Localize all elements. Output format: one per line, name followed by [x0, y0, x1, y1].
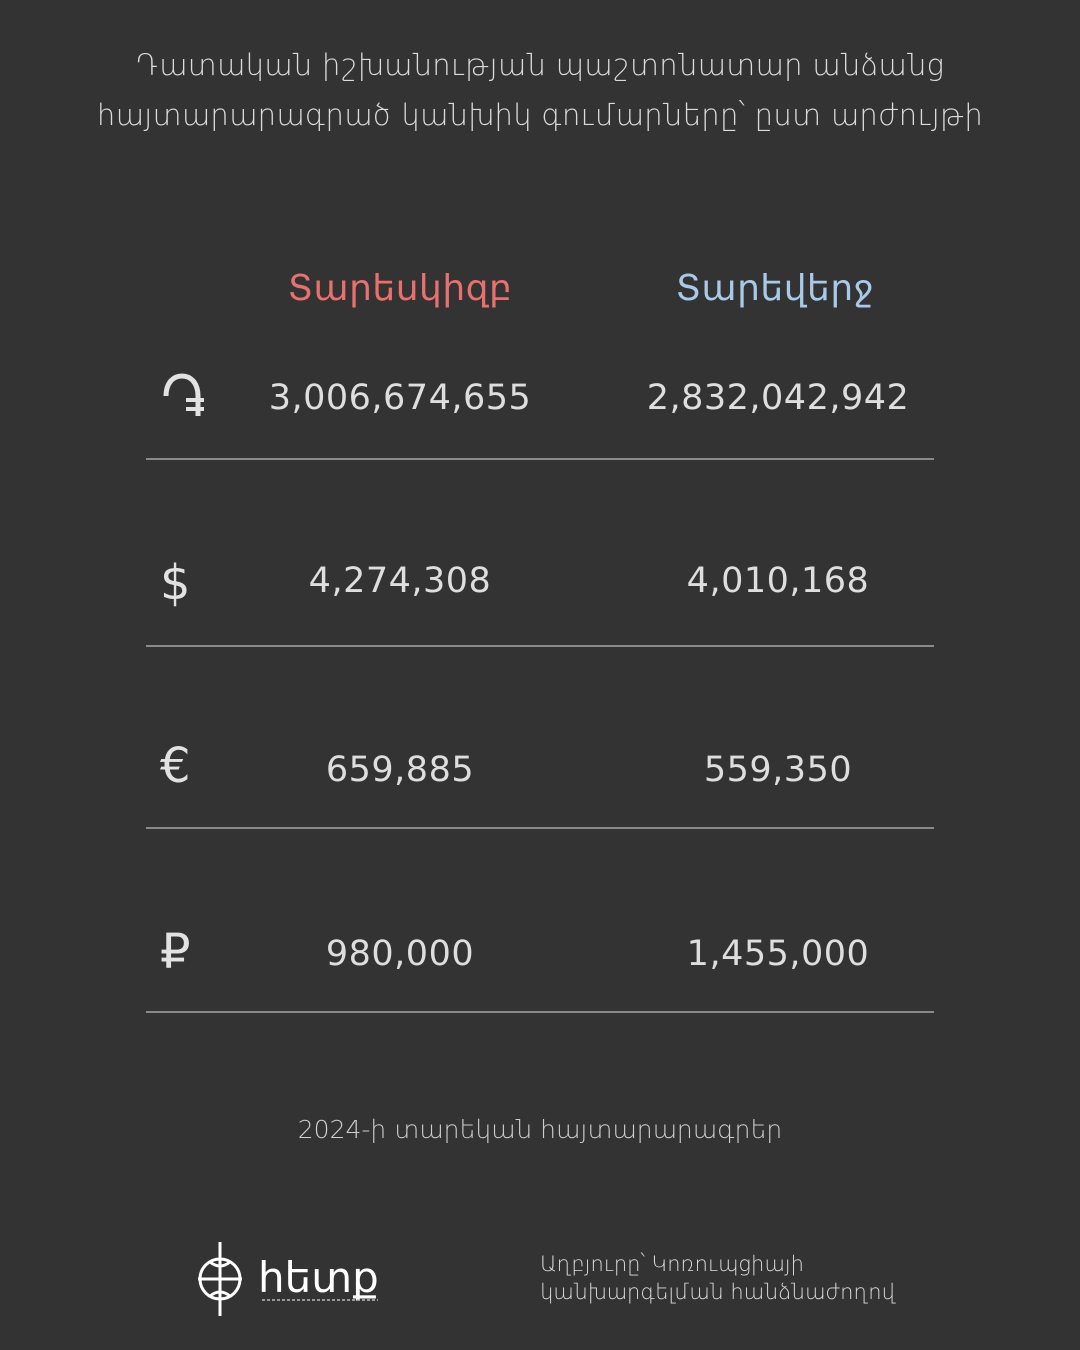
start-value: 4,274,308 [308, 561, 492, 601]
page-title [60, 40, 1020, 140]
column-header-start-of-year: Տարեսկիզբ [287, 268, 513, 309]
euro-icon: € [160, 738, 191, 794]
divider [146, 1011, 934, 1013]
source-line-1: Աղբյուրը՝ Կոռուպցիայի [540, 1252, 804, 1276]
start-value: 659,885 [325, 750, 475, 790]
divider [146, 645, 934, 647]
start-value: 3,006,674,655 [268, 378, 532, 418]
start-value: 980,000 [325, 934, 475, 974]
divider [146, 458, 934, 460]
title-line-1: Դատական իշխանության պաշտոնատար անձանց [135, 48, 945, 82]
ruble-icon: ₽ [160, 924, 191, 980]
divider [146, 827, 934, 829]
source-note [540, 1250, 896, 1306]
column-header-end-of-year: Տարեվերջ [675, 268, 875, 309]
end-value: 559,350 [703, 750, 853, 790]
end-value: 2,832,042,942 [646, 378, 910, 418]
source-line-2: կանխարգելման հանձնաժողով [540, 1280, 897, 1304]
end-value: 1,455,000 [686, 934, 870, 974]
crosshair-icon [198, 1242, 242, 1316]
hetq-logo [196, 1238, 396, 1320]
logo-text: hետք [258, 1253, 379, 1302]
footnote: 2024-ի տարեկան հայտարարագրեր [297, 1115, 783, 1144]
end-value: 4,010,168 [686, 561, 870, 601]
dollar-icon: $ [160, 555, 191, 611]
title-line-2: հայտարարագրած կանխիկ գումարները՝ ըստ արժույթի [96, 98, 984, 132]
